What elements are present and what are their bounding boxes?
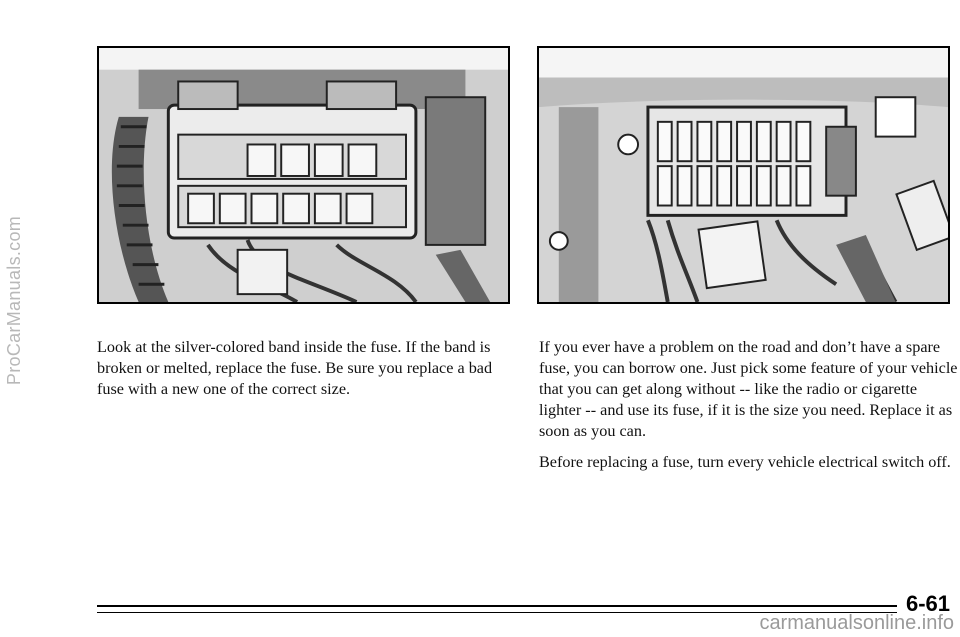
footer-rule-thick	[97, 605, 897, 607]
bottom-watermark: carmanualsonline.info	[759, 612, 954, 634]
right-column-text	[539, 337, 959, 483]
page-number: 6-61	[905, 591, 950, 616]
left-column-text	[97, 337, 517, 410]
fuse-block-photo-right	[537, 46, 950, 304]
fuse-band-paragraph: Look at the silver-colored band inside the fuse. If the band is broken or melted, replace the fuse. Be sure you replace a bad fuse with a new one of the correct size.	[97, 338, 493, 398]
side-watermark	[4, 150, 26, 450]
side-watermark-text: ProCarManuals.com	[4, 215, 25, 385]
switch-off-paragraph: Before replacing a fuse, turn every vehicle electrical switch off.	[539, 453, 951, 471]
fuse-block-photo-left	[97, 46, 510, 304]
borrow-fuse-paragraph: If you ever have a problem on the road and don’t have a spare fuse, you can borrow one. Just pick some feature of your vehicle that you can get along without -- like the radio or cigarette lighter -- and use its fuse, if it is the size you need. Replace it as soon as you can.	[539, 338, 958, 440]
fuse-block-illustration-left	[99, 48, 508, 302]
fuse-block-illustration-right	[539, 48, 948, 302]
